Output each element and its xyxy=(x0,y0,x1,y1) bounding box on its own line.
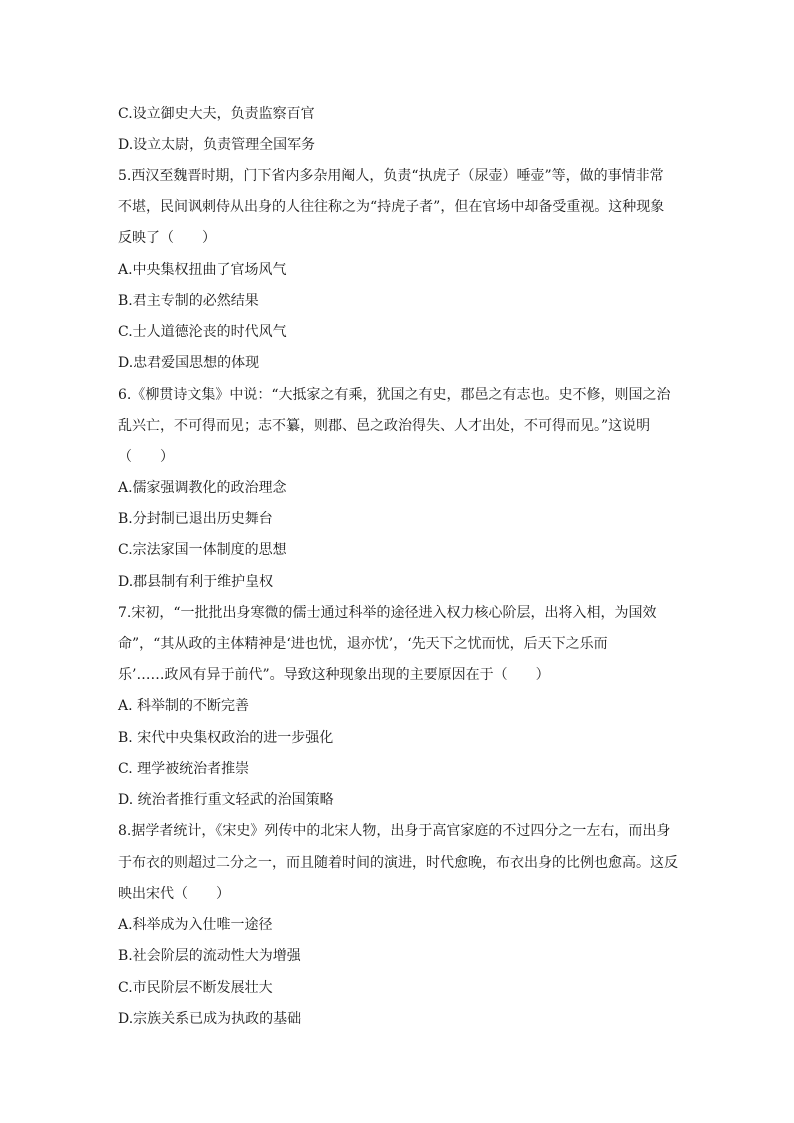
q8-stem-line-1: 8.据学者统计，《宋史》列传中的北宋人物，出身于高官家庭的不过四分之一左右，而出身 xyxy=(118,823,671,839)
q8-option-c: C.市民阶层不断发展壮大 xyxy=(118,980,273,996)
q5-option-b: B.君主专制的必然结果 xyxy=(118,293,259,309)
q6-stem-line-3: （ ） xyxy=(118,449,174,465)
q7-stem-line-1: 7.宋初，“一批批出身寒微的儒士通过科举的途径进入权力核心阶层，出将入相，为国效 xyxy=(118,605,657,621)
q8-option-d: D.宗族关系已成为执政的基础 xyxy=(118,1011,302,1027)
q5-stem-line-3: 反映了（ ） xyxy=(118,230,216,246)
q5-option-a: A.中央集权扭曲了官场风气 xyxy=(118,262,287,278)
q8-option-a: A.科举成为入仕唯一途径 xyxy=(118,917,273,933)
q5-option-d: D.忠君爱国思想的体现 xyxy=(118,355,260,371)
q5-stem-line-2: 不堪，民间讽刺侍从出身的人往往称之为“持虎子者”，但在官场中却备受重视。这种现象 xyxy=(118,199,665,215)
q4-option-d: D.设立太尉，负责管理全国军务 xyxy=(118,137,316,153)
q6-option-a: A.儒家强调教化的政治理念 xyxy=(118,480,287,496)
q6-option-c: C.宗法家国一体制度的思想 xyxy=(118,542,287,558)
q6-option-b: B.分封制已退出历史舞台 xyxy=(118,511,273,527)
q8-stem-line-2: 于布衣的则超过二分之一，而且随着时间的演进，时代愈晚，布衣出身的比例也愈高。这反 xyxy=(118,855,678,871)
q5-stem-line-1: 5.西汉至魏晋时期，门下省内多杂用阉人，负责“执虎子（尿壶）唾壶”等，做的事情非常 xyxy=(118,168,664,184)
q7-option-a: A. 科举制的不断完善 xyxy=(118,698,250,714)
q7-stem-line-2: 命”，“其从政的主体精神是‘进也忧，退亦忧’，‘先天下之忧而忧，后天下之乐而 xyxy=(118,636,608,652)
q6-stem-line-1: 6.《柳贯诗文集》中说：“大抵家之有乘，犹国之有史，郡邑之有志也。史不修，则国之治 xyxy=(118,387,671,403)
q4-option-c: C.设立御史大夫，负责监察百官 xyxy=(118,106,315,122)
q7-option-c: C. 理学被统治者推崇 xyxy=(118,761,250,777)
q8-stem-line-3: 映出宋代（ ） xyxy=(118,886,230,902)
q5-option-c: C.士人道德沦丧的时代风气 xyxy=(118,324,287,340)
q8-option-b: B.社会阶层的流动性大为增强 xyxy=(118,948,301,964)
q7-option-d: D. 统治者推行重文轻武的治国策略 xyxy=(118,792,334,808)
q7-stem-line-3: 乐’……政风有异于前代”。导致这种现象出现的主要原因在于（ ） xyxy=(118,667,550,683)
q6-option-d: D.郡县制有利于维护皇权 xyxy=(118,574,274,590)
q6-stem-line-2: 乱兴亡，不可得而见；志不纂，则郡、邑之政治得失、人才出处，不可得而见。”这说明 xyxy=(118,418,651,434)
q7-option-b: B. 宋代中央集权政治的进一步强化 xyxy=(118,730,334,746)
